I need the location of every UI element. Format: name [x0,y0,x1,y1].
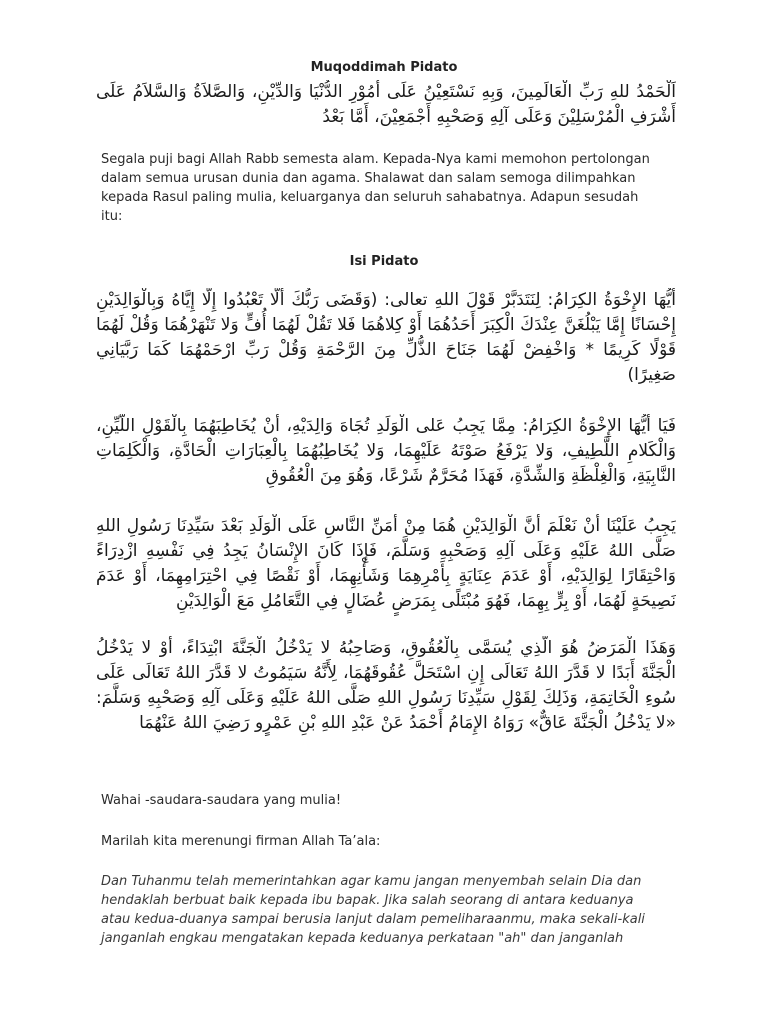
body-arabic-paragraph-4: وَهَذَا الْمَرَضُ هُوَ الَّذِي يُسَمَّى بِالْعُقُوقِ، وَصَاحِبُهُ لا يَدْخُلُ الْجَنَّةَ ابْتِدَاءً، أَوْ لا يَدْخُلُ الْجَنَّةَ أَبَدًا لا قَدَّرَ اللهُ تَعَالَى إِنِ اسْتَحَلَّ عُقُوقَهُمَا، لِأَنَّهُ سَيَمُوتُ لا قَدَّرَ اللهُ تَعَالَى عَلَى سُوءِ الْخَاتِمَةِ، وَذَلِكَ لِقَوْلِ سَيِّدِنَا رَسُولِ اللهِ صَلَّى اللهُ عَلَيْهِ وَعَلَى آلِهِ وَصَحْبِهِ وَسَلَّمَ: «لا يَدْخُلُ الْجَنَّةَ عَاقٌّ» رَوَاهُ الإِمَامُ أَحْمَدُ عَنْ عَبْدِ اللهِ بْنِ عَمْرٍو رَضِيَ اللهُ عَنْهُمَا [96,638,676,733]
document-title: Muqoddimah Pidato [310,60,458,75]
body-arabic-paragraph-2: فَيَا أَيُّهَا الإِخْوَةُ الكِرَامُ: مِمَّا يَجِبُ عَلى الْوَلَدِ تُجَاهَ وَالِدَيْهِ، أَنْ يُخَاطِبَهُمَا بِالْقَوْلِ اللَّيِّنِ، وَالْكَلامِ اللَّطِيفِ، وَلا يَرْفَعُ صَوْتَهُ عَلَيْهِمَا، وَلا يُخَاطِبُهُمَا بِالْعِبَارَاتِ الْحَادَّةِ، وَالْكَلِمَاتِ النَّابِيَةِ، وَالْغِلْظَةِ وَالشِّدَّةِ، فَهَذَا مُحَرَّمٌ شَرْعًا، وَهُوَ مِنَ الْعُقُوقِ [96,416,676,486]
reflection-paragraph: Marilah kita merenungi firman Allah Ta’ala: [101,834,381,849]
body-arabic-paragraph-3: يَجِبُ عَلَيْنَا أَنْ نَعْلَمَ أَنَّ الْوَالِدَيْنِ هُمَا مِنْ أَمَنِّ النَّاسِ عَلَى الْوَلَدِ بَعْدَ سَيِّدِنَا رَسُولِ اللهِ صَلَّى اللهُ عَلَيْهِ وَعَلَى آلِهِ وَصَحْبِهِ وَسَلَّمَ، فَإِذَا كَانَ الإِنْسَانُ يَجِدُ فِي نَفْسِهِ ازْدِرَاءً وَاحْتِقَارًا لِوَالِدَيْهِ، أَوْ عَدَمَ عِنَايَةٍ بِأَمْرِهِمَا وَشَأْنِهِمَا، أَوْ نَقْصًا فِي احْتِرَامِهِمَا، أَوْ عَدَمَ نَصِيحَةٍ لَهُمَا، أَوْ بِرٍّ بِهِمَا، فَهُوَ مُبْتَلًى بِمَرَضٍ عُضَالٍ فِي التَّعَامُلِ مَعَ الْوَالِدَيْنِ [96,516,676,611]
verse-translation-paragraph: Dan Tuhanmu telah memerintahkan agar kamu jangan menyembah selain Dia dan hendaklah berbuat baik kepada ibu bapak. Jika salah seorang di antara keduanya atau kedua-duanya sampai berusia lanjut dalam pemeliharaanmu, maka sekali-kali janganlah engkau mengatakan kepada keduanya perkataan "ah" dan janganlah [101,874,645,946]
opening-arabic-text: اَلْحَمْدُ للهِ رَبِّ الْعَالَمِينَ، وَبِهِ نَسْتَعِيْنُ عَلَى أُمُوْرِ الدُّنْيَا وَالدِّيْنِ، وَالصَّلاَةُ وَالسَّلاَمُ عَلَى أَشْرَفِ الْمُرْسَلِيْنَ وَعَلَى آلِهِ وَصَحْبِهِ أَجْمَعِيْنَ، أَمَّا بَعْدُ [96,82,676,127]
body-arabic-paragraph-1: أَيُّهَا الإِخْوَةُ الكِرَامُ: لِنَتَدَبَّرْ قَوْلَ اللهِ تعالى: (وَقَضَى رَبُّكَ أَلَّا تَعْبُدُوا إِلَّا إِيَّاهُ وَبِالْوَالِدَيْنِ إِحْسَانًا إِمَّا يَبْلُغَنَّ عِنْدَكَ الْكِبَرَ أَحَدُهُمَا أَوْ كِلاهُمَا فَلا تَقُلْ لَهُمَا أُفٍّ وَلا تَنْهَرْهُمَا وَقُلْ لَهُمَا قَوْلًا كَرِيمًا * وَاخْفِضْ لَهُمَا جَنَاحَ الذُّلِّ مِنَ الرَّحْمَةِ وَقُلْ رَبِّ ارْحَمْهُمَا كَمَا رَبَّيَانِي صَغِيرًا) [96,290,676,385]
opening-translation: Segala puji bagi Allah Rabb semesta alam. Kepada-Nya kami memohon pertolongan dalam semua urusan dunia dan agama. Shalawat dan salam semoga dilimpahkan kepada Rasul paling mulia, keluarganya dan seluruh sahabatnya. Adapun sesudah itu: [101,152,650,224]
greeting-paragraph: Wahai -saudara-saudara yang mulia! [101,793,342,808]
section-title: Isi Pidato [349,254,419,269]
